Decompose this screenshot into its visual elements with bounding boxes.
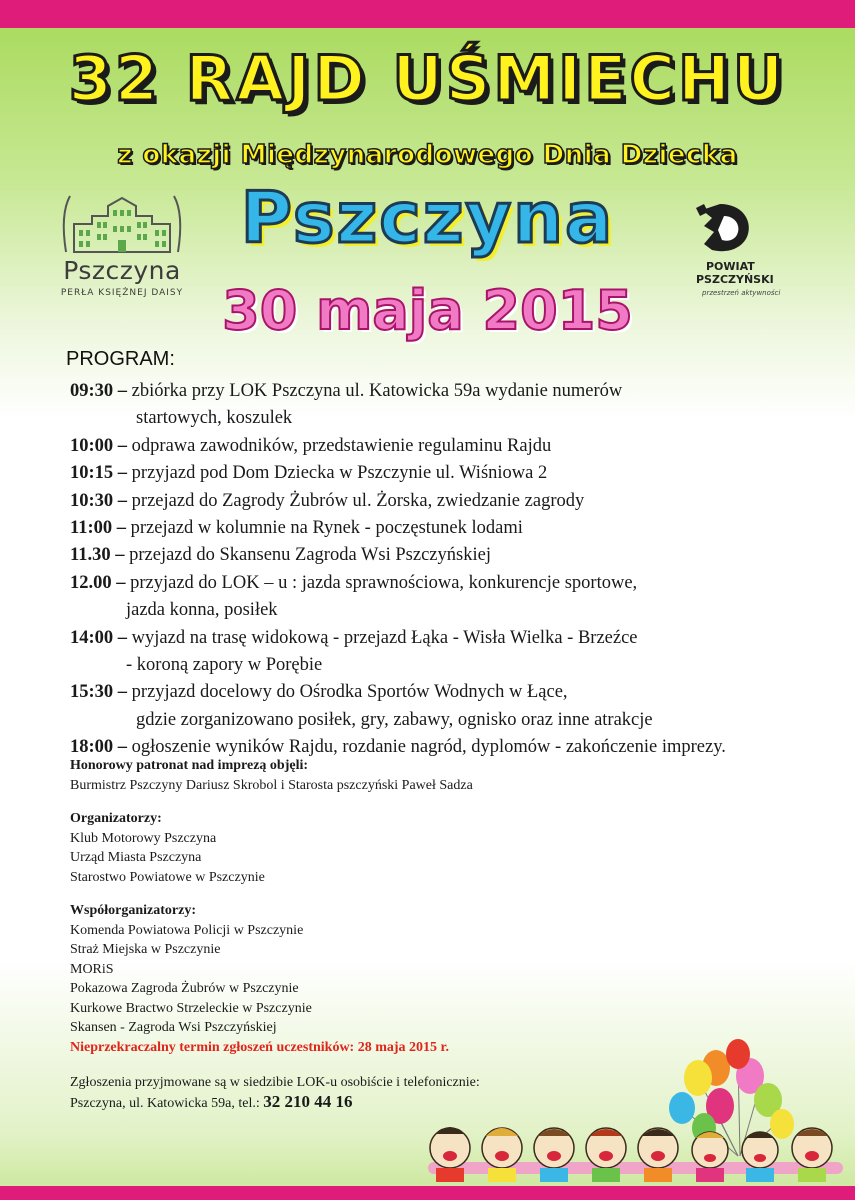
coorganizer-item: Pokazowa Zagroda Żubrów w Pszczynie	[70, 981, 299, 996]
pszczyna-logo-name: Pszczyna	[63, 256, 181, 285]
balloon-icon	[726, 1039, 750, 1069]
program-item	[70, 570, 830, 597]
program-text: przyjazd pod Dom Dziecka w Pszczynie ul. Wiśniowa 2	[127, 463, 548, 484]
program-time: 10:30 –	[70, 490, 128, 511]
event-date: 30 maja 2015	[222, 279, 633, 342]
program-time: 09:30 –	[70, 381, 128, 401]
bottom-band	[0, 1186, 855, 1200]
program-list	[70, 378, 830, 762]
kids-balloons-illustration	[420, 1028, 850, 1188]
program-item	[70, 679, 830, 706]
organizers-heading: Organizatorzy:	[70, 811, 162, 826]
event-city: Pszczyna	[240, 177, 615, 259]
powiat-mark-icon	[690, 200, 760, 256]
info-section	[70, 756, 830, 1057]
program-text: wyjazd na trasę widokową - przejazd Łąka - Wisła Wielka - Brzeźce	[127, 627, 638, 648]
organizer-item: Urząd Miasta Pszczyna	[70, 850, 202, 865]
event-title: 32 RAJD UŚMIECHU	[68, 42, 787, 115]
coorganizer-item: Skansen - Zagroda Wsi Pszczyńskiej	[70, 1020, 277, 1035]
top-band	[0, 0, 855, 28]
patronage-text: Burmistrz Pszczyny Dariusz Skrobol i Starosta pszczyński Paweł Sadza	[70, 777, 473, 793]
program-item-continuation	[70, 707, 830, 734]
organizer-item: Starostwo Powiatowe w Pszczynie	[70, 869, 265, 885]
castle-icon	[52, 186, 192, 256]
program-time: 11:00 –	[70, 518, 127, 539]
program-time: 10:15 –	[70, 463, 128, 484]
event-subtitle: z okazji Międzynarodowego Dnia Dziecka	[117, 140, 738, 170]
program-text: przejazd do Skansenu Zagroda Wsi Pszczyńskiej	[124, 545, 491, 566]
coorganizers-heading: Współorganizatorzy:	[70, 903, 196, 918]
program-text: odprawa zawodników, przedstawienie regulaminu Rajdu	[127, 435, 552, 456]
balloon-icon	[684, 1060, 712, 1096]
coorganizer-item: Komenda Powiatowa Policji w Pszczynie	[70, 922, 304, 938]
organizer-item: Klub Motorowy Pszczyna	[70, 830, 217, 846]
program-item	[70, 378, 830, 405]
program-item-continuation	[70, 597, 830, 624]
program-text: przejazd w kolumnie na Rynek - poczęstunek lodami	[126, 518, 523, 539]
program-time: 14:00 –	[70, 627, 128, 648]
contact-phone: 32 210 44 16	[263, 1092, 353, 1111]
coorganizer-item: Kurkowe Bractwo Strzeleckie w Pszczynie	[70, 1000, 312, 1016]
program-item	[70, 515, 830, 542]
program-text: startowych, koszulek	[136, 408, 293, 429]
powiat-name-line2: PSZCZYŃSKI	[696, 273, 774, 286]
program-text: przyjazd docelowy do Ośrodka Sportów Wodnych w Łące,	[127, 682, 568, 703]
program-item	[70, 542, 830, 569]
program-text: gdzie zorganizowano posiłek, gry, zabawy, ognisko oraz inne atrakcje	[136, 709, 653, 730]
pszczyna-logo-tagline: PERŁA KSIĘŻNEJ DAISY	[60, 288, 184, 298]
coorganizer-item: MORiS	[70, 961, 114, 977]
program-item	[70, 460, 830, 487]
program-item	[70, 488, 830, 515]
registration-deadline: Nieprzekraczalny termin zgłoszeń uczestników: 28 maja 2015 r.	[70, 1039, 449, 1055]
pszczyna-logo	[52, 186, 192, 306]
program-text: przyjazd do LOK – u : jazda sprawnościowa, konkurencje sportowe,	[125, 572, 638, 593]
patronage-heading: Honorowy patronat nad imprezą objęli:	[70, 758, 309, 773]
coorganizer-item: Straż Miejska w Pszczynie	[70, 942, 221, 957]
program-heading: PROGRAM:	[66, 348, 175, 370]
balloon-icon	[669, 1092, 695, 1124]
program-text: przejazd do Zagrody Żubrów ul. Żorska, zwiedzanie zagrody	[127, 490, 585, 511]
powiat-logo-tagline: przestrzeń aktywności	[702, 289, 781, 297]
program-text: jazda konna, posiłek	[126, 600, 278, 621]
program-time: 10:00 –	[70, 435, 128, 456]
powiat-name-line1: POWIAT	[706, 260, 755, 273]
contact-address-text: Pszczyna, ul. Katowicka 59a, tel.:	[70, 1096, 264, 1111]
program-item-continuation	[70, 405, 830, 432]
program-text: zbiórka przy LOK Pszczyna ul. Katowicka 59a wydanie numerów	[127, 381, 623, 401]
powiat-logo-name	[680, 260, 790, 286]
program-time: 15:30 –	[70, 682, 128, 703]
program-item-continuation	[70, 652, 830, 679]
program-item	[70, 433, 830, 460]
balloon-icon	[770, 1109, 794, 1139]
program-time: 11.30 –	[70, 545, 125, 566]
program-text: - koroną zapory w Porębie	[126, 655, 323, 676]
program-text: ogłoszenie wyników Rajdu, rozdanie nagród, dyplomów - zakończenie imprezy.	[127, 737, 726, 758]
program-time: 12.00 –	[70, 572, 126, 593]
contact-line: Zgłoszenia przyjmowane są w siedzibie LOK-u osobiście i telefonicznie:	[70, 1075, 480, 1090]
program-item	[70, 625, 830, 652]
powiat-logo	[680, 200, 790, 312]
program-time: 18:00 –	[70, 737, 128, 758]
